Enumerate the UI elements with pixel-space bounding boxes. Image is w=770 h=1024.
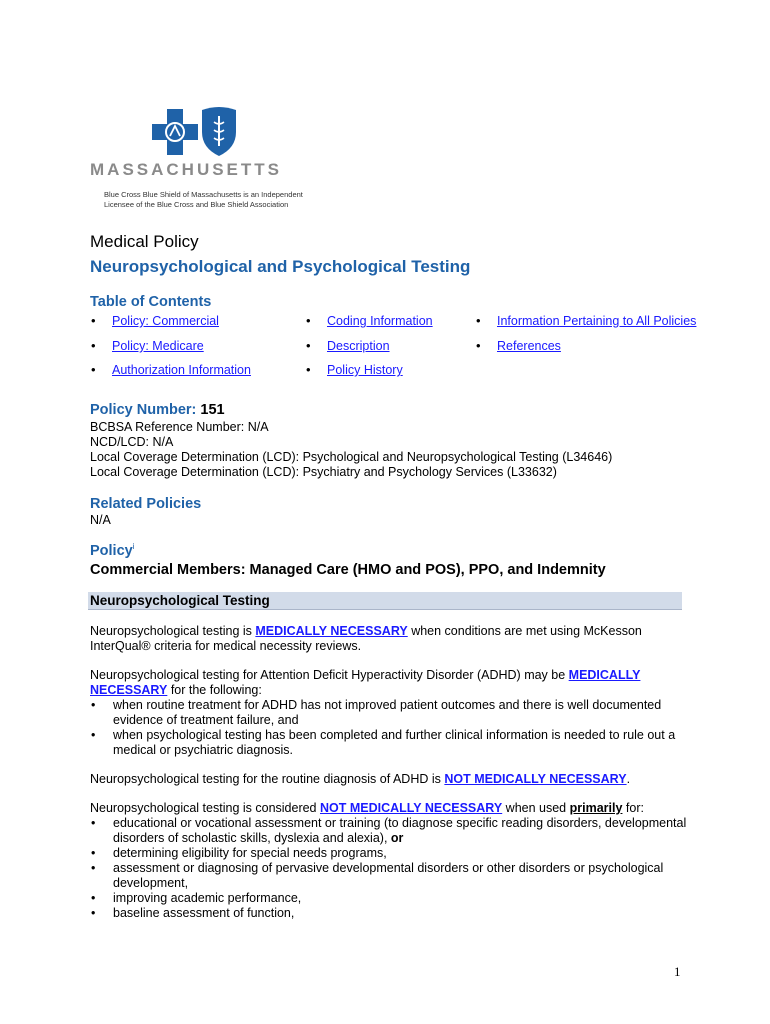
- medically-necessary-link[interactable]: MEDICALLY NECESSARY: [255, 624, 408, 638]
- toc-item-policy-history[interactable]: • Policy History: [306, 362, 403, 377]
- page-title: Neuropsychological and Psychological Testing: [90, 257, 471, 276]
- list-item: • improving academic performance,: [90, 891, 690, 906]
- logo-tagline: Blue Cross Blue Shield of Massachusetts is an Independent Licensee of the Blue Cross and Blue Shield Association: [104, 190, 303, 209]
- policy-heading: Policy$^i$: [90, 542, 135, 559]
- toc-item-information-all-policies[interactable]: • Information Pertaining to All Policies: [476, 313, 697, 328]
- document-type: Medical Policy: [90, 232, 199, 251]
- toc-item-coding-information[interactable]: • Coding Information: [306, 313, 433, 328]
- reference-line: Local Coverage Determination (LCD): Psychological and Neuropsychological Testing (L34646): [90, 450, 613, 464]
- logo-state-name: MASSACHUSETTS: [90, 160, 283, 179]
- policy-number-value: 151: [200, 402, 225, 418]
- related-policies-heading: Related Policies: [90, 496, 202, 512]
- policy-body: [90, 624, 690, 935]
- list-item: • assessment or diagnosing of pervasive developmental disorders or other disorders or psychological development,: [90, 861, 690, 891]
- reference-line: NCD/LCD: N/A: [90, 435, 174, 449]
- toc-item-policy-commercial[interactable]: • Policy: Commercial: [91, 313, 219, 328]
- toc-item-authorization-information[interactable]: • Authorization Information: [91, 362, 251, 377]
- list-item: • educational or vocational assessment or training (to diagnose specific reading disorders, developmental disorders of scholastic skills, dyslexia and alexia), or: [90, 816, 690, 846]
- toc-item-policy-medicare[interactable]: • Policy: Medicare: [91, 338, 204, 353]
- subsection-title: Neuropsychological Testing: [90, 593, 270, 608]
- paragraph: Neuropsychological testing is considered NOT MEDICALLY NECESSARY when used primarily for:: [90, 801, 644, 815]
- list-item: • when routine treatment for ADHD has not improved patient outcomes and there is well documented evidence of treatment failure, and: [90, 698, 690, 728]
- list-item: • baseline assessment of function,: [90, 906, 690, 921]
- toc-item-references[interactable]: • References: [476, 338, 561, 353]
- reference-line: BCBSA Reference Number: N/A: [90, 420, 269, 434]
- paragraph: Neuropsychological testing is MEDICALLY NECESSARY when conditions are met using McKesson InterQual® criteria for medical necessity reviews.: [90, 624, 642, 653]
- blue-cross-icon: [152, 109, 198, 155]
- paragraph: Neuropsychological testing for Attention Deficit Hyperactivity Disorder (ADHD) may be MEDICALLY NECESSARY for the following:: [90, 668, 641, 697]
- blue-shield-icon: [200, 106, 238, 156]
- footnote-mark: i: [132, 542, 135, 551]
- not-medically-necessary-link[interactable]: NOT MEDICALLY NECESSARY: [320, 801, 503, 815]
- criteria-list: [90, 698, 690, 758]
- members-heading: Commercial Members: Managed Care (HMO and POS), PPO, and Indemnity: [90, 562, 606, 578]
- bcbs-logo: [90, 104, 310, 214]
- reference-line: Local Coverage Determination (LCD): Psychiatry and Psychology Services (L33632): [90, 465, 557, 479]
- related-policies-value: N/A: [90, 513, 111, 527]
- toc-item-description[interactable]: • Description: [306, 338, 390, 353]
- exclusion-list: [90, 816, 690, 921]
- list-item: • determining eligibility for special needs programs,: [90, 846, 690, 861]
- paragraph: Neuropsychological testing for the routine diagnosis of ADHD is NOT MEDICALLY NECESSARY.: [90, 772, 631, 786]
- not-medically-necessary-link[interactable]: NOT MEDICALLY NECESSARY: [444, 772, 627, 786]
- policy-number: Policy Number: 151: [90, 402, 225, 418]
- toc-heading: Table of Contents: [90, 294, 212, 310]
- list-item: • when psychological testing has been completed and further clinical information is needed to rule out a medical or psychiatric diagnosis.: [90, 728, 690, 758]
- medically-necessary-link[interactable]: MEDICALLY NECESSARY: [90, 668, 641, 697]
- subsection-bar: [88, 592, 682, 610]
- reference-lines: [90, 420, 612, 480]
- page-number: 1: [674, 964, 681, 979]
